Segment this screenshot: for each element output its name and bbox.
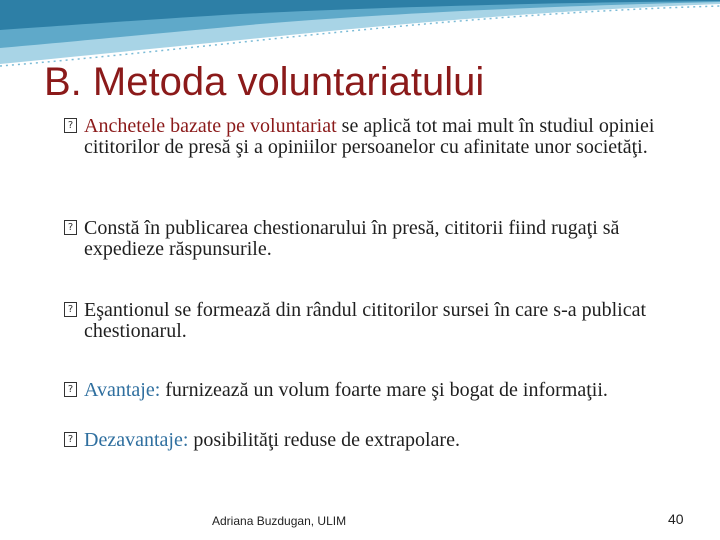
missing-glyph-bullet-icon: ? [64, 382, 77, 397]
paragraph-text: posibilităţi reduse de extrapolare. [188, 429, 460, 451]
slide-title: B. Metoda voluntariatului [44, 60, 485, 104]
missing-glyph-bullet-icon: ? [64, 118, 77, 133]
paragraph-text: Eşantionul se formează din rândul cititorilor sursei în care s-a publicat chestionarul. [84, 299, 647, 342]
disadvantages-label: Dezavantaje: [84, 429, 189, 451]
missing-glyph-bullet-icon: ? [64, 432, 77, 447]
missing-glyph-bullet-icon: ? [64, 220, 77, 235]
page-number: 40 [668, 511, 684, 527]
paragraph-text: Constă în publicarea chestionarului în presă, cititorii fiind rugaţi să expedieze răspunsurile. [84, 217, 620, 260]
bullet-paragraph [62, 218, 702, 260]
paragraph-text: se aplică tot mai mult în studiul opiniei cititorilor de presă şi a opiniilor persoanelor cu afinitate unor societăţi. [84, 115, 655, 158]
advantages-label: Avantaje: [84, 379, 161, 401]
bullet-paragraph [62, 430, 460, 451]
bullet-paragraph [62, 116, 702, 158]
footer-author: Adriana Buzdugan, ULIM [212, 514, 347, 528]
paragraph-highlight: Anchetele bazate pe voluntariat [84, 115, 337, 137]
missing-glyph-bullet-icon: ? [64, 302, 77, 317]
bullet-paragraph [62, 300, 702, 342]
bullet-paragraph [62, 380, 608, 401]
paragraph-text: furnizează un volum foarte mare şi bogat de informaţii. [160, 379, 608, 401]
